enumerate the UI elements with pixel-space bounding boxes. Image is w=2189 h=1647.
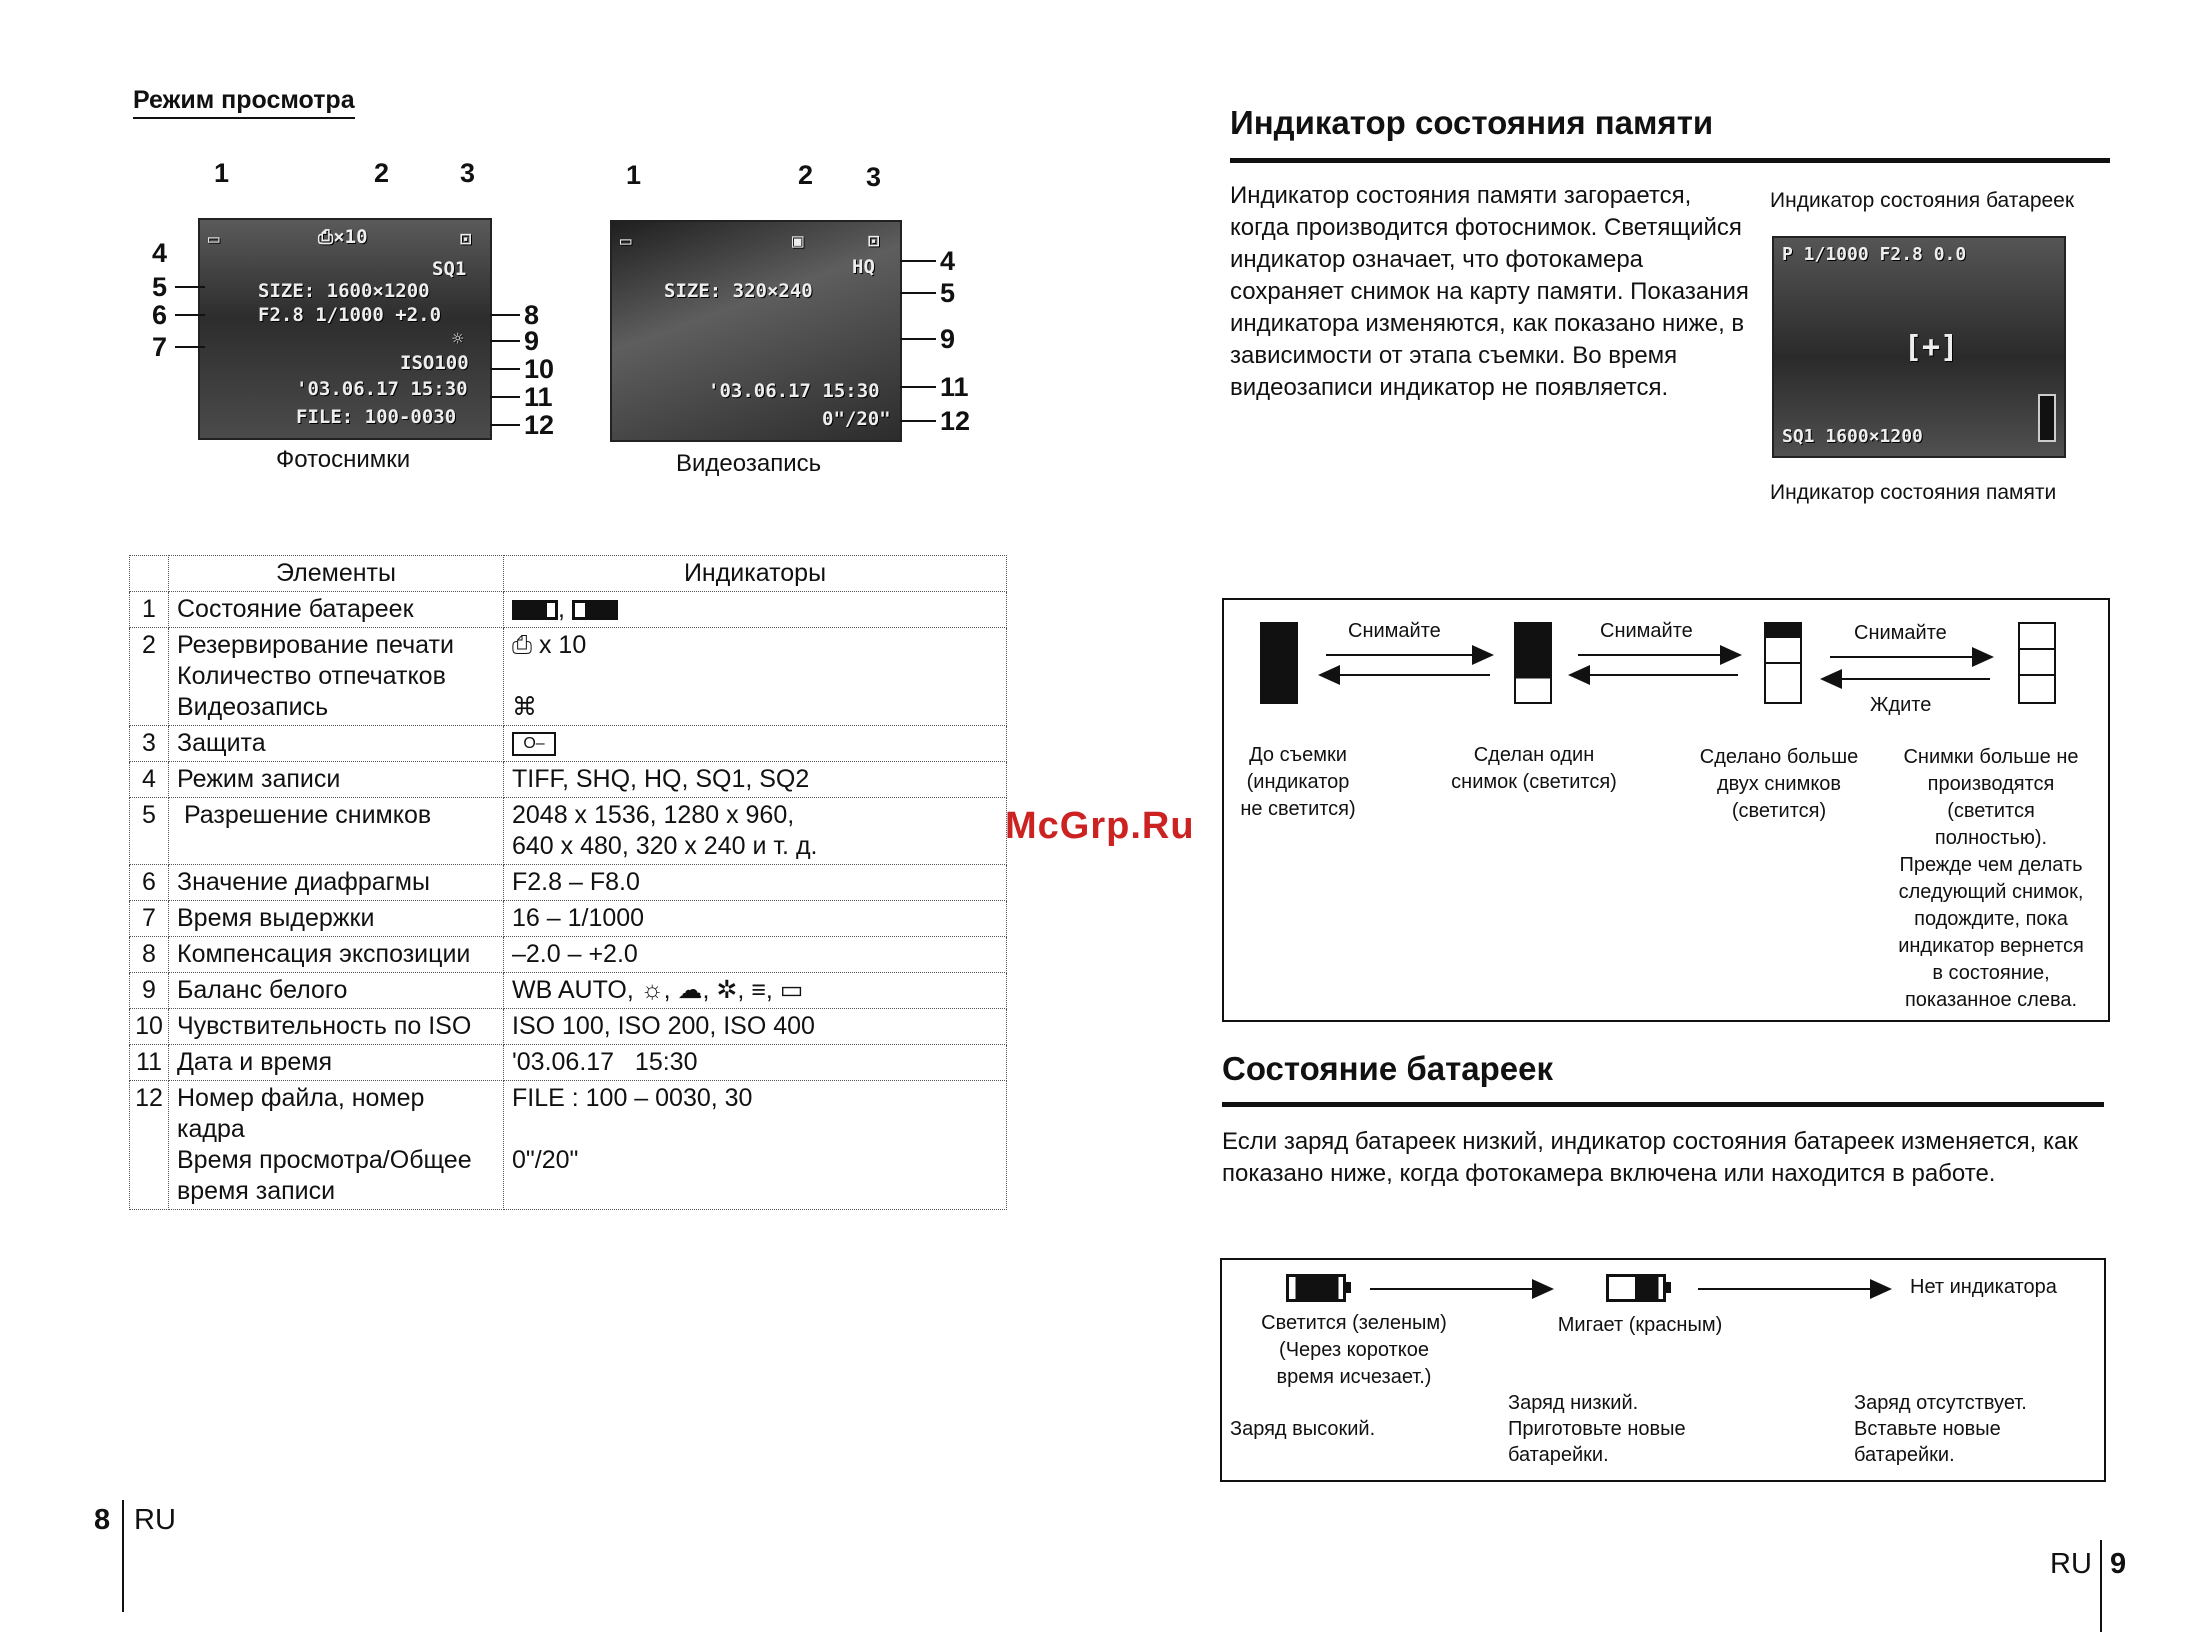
memory-state-full-black [1260, 622, 1298, 704]
movie-icon: ⌘ [512, 693, 537, 721]
arrow-left-2 [1572, 674, 1738, 676]
page-lang-right: RU [2050, 1548, 2092, 1580]
memory-level-bar [2038, 394, 2056, 442]
video-quality-text: HQ [852, 256, 875, 278]
memory-state-label-3: Сделано больше двух снимков (светится) [1699, 746, 1859, 822]
arrow-label-wait: Ждите [1870, 694, 1932, 716]
video-time-text: 0"/20" [822, 408, 891, 430]
battery-indicator-label: Индикатор состояния батареек [1770, 189, 2075, 212]
callout-11: 11 [524, 382, 553, 412]
battery-arrow-1 [1370, 1288, 1550, 1290]
table-row: 12 Номер файла, номер кадра Время просмотра/Общее время записи FILE : 100 – 0030, 30 0"/20" [130, 1081, 1007, 1210]
video-caption: Видеозапись [676, 450, 822, 477]
arrow-left-1 [1322, 674, 1490, 676]
video-callout-3: 3 [866, 162, 882, 192]
battery-full-icon [512, 600, 558, 620]
exposure-text: F2.8 1/1000 +2.0 [258, 304, 442, 326]
memory-indicator-label: Индикатор состояния памяти [1770, 481, 2057, 504]
arrow-right-3 [1830, 656, 1990, 658]
watermark: McGrp.Ru [1005, 805, 1195, 847]
arrow-label-3: Снимайте [1854, 622, 1947, 644]
print-reserve-text: ⎙×10 [318, 226, 368, 248]
memory-paragraph: Индикатор состояния памяти загорается, когда производится фотоснимок. Светящийся индикатор означает, что фотокамера сохраняет снимок на карту памяти. Показания индикатора изменяются, как показано ниже, в зависимости от этапа съемки. Во время видеозаписи индикатор не появляется. [1230, 182, 1749, 401]
callout-9: 9 [524, 326, 540, 356]
callout-8: 8 [524, 300, 540, 330]
video-callout-4: 4 [940, 246, 956, 276]
table-row: 4 Режим записи TIFF, SHQ, HQ, SQ1, SQ2 [130, 762, 1007, 798]
video-screen [610, 220, 902, 442]
memory-screen-bottom: SQ1 1600×1200 [1782, 426, 1923, 447]
table-row: 2 Резервирование печати Количество отпечатков Видеозапись ⎙ x 10 ⌘ [130, 628, 1007, 726]
page-divider-left [122, 1500, 124, 1612]
file-text: FILE: 100-0030 [296, 406, 457, 428]
callout-1: 1 [214, 158, 230, 188]
callout-6: 6 [152, 300, 168, 330]
battery-state2-label: Мигает (красным) [1557, 1314, 1723, 1336]
battery-paragraph: Если заряд батареек низкий, индикатор состояния батареек изменяется, как показано ниже, когда фотокамера включена или находится в работе. [1222, 1128, 2078, 1187]
table-row: 10 Чувствительность по ISO ISO 100, ISO 200, ISO 400 [130, 1009, 1007, 1045]
callout-12: 12 [524, 410, 555, 440]
size-text: SIZE: 1600×1200 [258, 280, 430, 302]
table-header-num [130, 556, 169, 592]
video-protect-icon: ⊡ [868, 230, 880, 252]
callout-4: 4 [152, 238, 168, 268]
table-header-indicators: Индикаторы [504, 556, 1007, 592]
video-size-text: SIZE: 320×240 [664, 280, 813, 302]
photo-caption: Фотоснимки [276, 446, 411, 473]
table-row: 6 Значение диафрагмы F2.8 – F8.0 [130, 865, 1007, 901]
video-battery-icon: ▭ [620, 230, 632, 252]
protect-icon: ⊡ [460, 228, 472, 250]
memory-state-one-shot [1514, 622, 1552, 704]
battery-full-icon-diagram [1286, 1274, 1346, 1302]
arrow-right-1 [1326, 654, 1490, 656]
video-date-text: '03.06.17 15:30 [708, 380, 880, 402]
video-movie-icon: ▣ [792, 230, 804, 252]
video-callout-5: 5 [940, 278, 956, 308]
section-title-view-mode: Режим просмотра [133, 86, 355, 119]
page-number-right: 9 [2110, 1548, 2127, 1580]
video-callout-2: 2 [798, 160, 814, 190]
focus-frame-icon: [+] [1904, 330, 1959, 365]
battery-desc-3: Заряд отсутствует. Вставьте новые батарейки. [1854, 1392, 2027, 1466]
wb-sun-icon: ☼ [452, 328, 464, 350]
table-header-elements: Элементы [169, 556, 504, 592]
battery-title: Состояние батареек [1222, 1050, 1553, 1087]
battery-desc-2: Заряд низкий. Приготовьте новые батарейки. [1508, 1392, 1686, 1466]
arrow-left-3 [1824, 678, 1990, 680]
table-row: 11 Дата и время '03.06.17 15:30 [130, 1045, 1007, 1081]
iso-text: ISO100 [400, 352, 469, 374]
memory-screen-top: P 1/1000 F2.8 0.0 [1782, 244, 1967, 265]
table-row: 8 Компенсация экспозиции –2.0 – +2.0 [130, 937, 1007, 973]
memory-state-label-2: Сделан один снимок (светится) [1451, 744, 1617, 793]
battery-arrow-2 [1698, 1288, 1888, 1290]
callout-10: 10 [524, 354, 555, 384]
arrow-label-2: Снимайте [1600, 620, 1693, 642]
page-lang-left: RU [134, 1504, 176, 1536]
video-callout-12: 12 [940, 406, 971, 436]
indicators-table [129, 555, 1007, 1210]
protect-key-icon: O‒ [512, 732, 556, 756]
callout-3: 3 [460, 158, 476, 188]
memory-state-label-1: До съемки (индикатор не светится) [1240, 744, 1356, 820]
battery-icon: ▭ [208, 228, 220, 250]
table-row: 5 Разрешение снимков 2048 x 1536, 1280 x 960, 640 x 480, 320 x 240 и т. д. [130, 798, 1007, 865]
callout-5: 5 [152, 272, 168, 302]
table-row: 3 Защита O‒ [130, 726, 1007, 762]
page-number-left: 8 [94, 1504, 111, 1536]
battery-state1-label: Светится (зеленым) (Через короткое время исчезает.) [1261, 1312, 1447, 1388]
memory-state-empty [2018, 622, 2056, 704]
photo-screen [198, 218, 492, 440]
callout-7: 7 [152, 332, 168, 362]
battery-desc-1: Заряд высокий. [1230, 1418, 1376, 1440]
memory-state-two-shots [1764, 622, 1802, 704]
print-icon: ⎙ [512, 631, 533, 659]
video-callout-9: 9 [940, 324, 956, 354]
arrow-label-1: Снимайте [1348, 620, 1441, 642]
callout-2: 2 [374, 158, 390, 188]
page-divider-right [2100, 1540, 2102, 1632]
arrow-right-2 [1578, 654, 1738, 656]
video-callout-11: 11 [940, 372, 969, 402]
table-row: 7 Время выдержки 16 – 1/1000 [130, 901, 1007, 937]
no-indicator-label: Нет индикатора [1910, 1276, 2057, 1298]
battery-low-icon-diagram [1606, 1274, 1666, 1302]
memory-state-label-4: Снимки больше не производятся (светится полностью). Прежде чем делать следующий снимок, подождите, пока индикатор вернется в состояние, показанное слева. [1898, 746, 2084, 1011]
table-row: 9 Баланс белого WB AUTO, ☼, ☁, ✲, ≡, ▭ [130, 973, 1007, 1009]
battery-low-icon [572, 600, 618, 620]
table-row: 1 Состояние батареек , [130, 592, 1007, 628]
memory-title: Индикатор состояния памяти [1230, 104, 1714, 141]
memory-screen [1772, 236, 2066, 458]
video-callout-1: 1 [626, 160, 642, 190]
quality-text: SQ1 [432, 258, 467, 280]
date-text: '03.06.17 15:30 [296, 378, 468, 400]
